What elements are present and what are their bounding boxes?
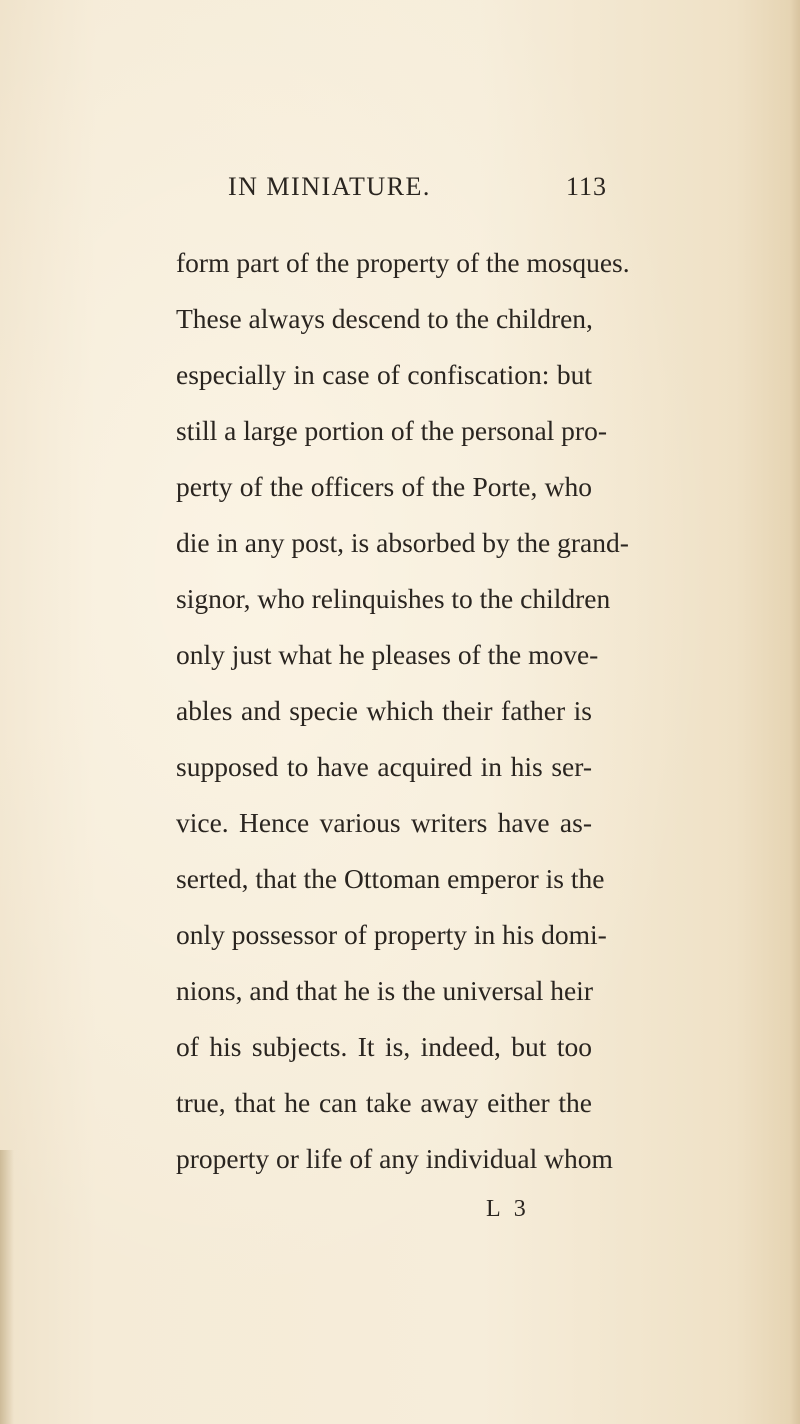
running-header (0, 164, 800, 204)
text-line: only possessor of property in his domi- (176, 919, 607, 950)
text-line: supposed to have acquired in his ser- (176, 751, 592, 782)
signature-mark: L 3 (486, 1196, 530, 1222)
text-line: of his subjects. It is, indeed, but too (176, 1031, 592, 1062)
text-line: true, that he can take away either the (176, 1087, 592, 1118)
text-line: only just what he pleases of the move- (176, 639, 599, 670)
text-line: nions, and that he is the universal heir (176, 975, 593, 1006)
text-line: still a large portion of the personal pro- (176, 415, 607, 446)
text-line: serted, that the Ottoman emperor is the (176, 863, 605, 894)
text-line: property or life of any individual whom (176, 1143, 613, 1174)
text-line: perty of the officers of the Porte, who (176, 471, 592, 502)
page-edge-shadow-right (790, 0, 800, 1424)
page-edge-shadow-left (0, 1150, 14, 1424)
text-line: die in any post, is absorbed by the grand- (176, 527, 629, 558)
text-line: especially in case of confiscation: but (176, 359, 592, 390)
running-title: IN MINIATURE. (228, 172, 431, 201)
text-line: signor, who relinquishes to the children (176, 583, 611, 614)
text-line: form part of the property of the mosques. (176, 247, 630, 278)
page-number: 113 (566, 172, 608, 201)
text-line: vice. Hence various writers have as- (176, 807, 592, 838)
text-line: ables and specie which their father is (176, 695, 592, 726)
text-line: These always descend to the children, (176, 303, 593, 334)
